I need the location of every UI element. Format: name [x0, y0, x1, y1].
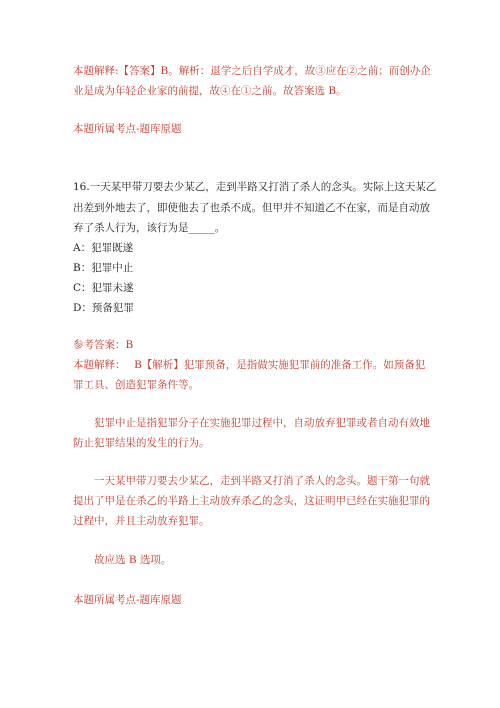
para3-line-1: 一天某甲带刀要去少某乙，走到半路又打消了杀人的念头。题干第一句就: [94, 475, 430, 487]
question-stem-line-1: 16.一天某甲带刀要去少某乙，走到半路又打消了杀人的念头。实际上这天某乙: [73, 181, 437, 193]
conclusion: 故应选 B 选项。: [94, 554, 172, 566]
analysis-line-first: 本题解释： B【解析】犯罪预备，是指做实施犯罪前的准备工作。如预备犯: [73, 359, 426, 371]
para2-line-2: 防止犯罪结果的发生的行为。: [73, 437, 210, 449]
para2-line-1: 犯罪中止是指犯罪分子在实施犯罪过程中，自动放弃犯罪或者自动有效地: [94, 417, 430, 429]
para3-line-3: 过程中，并且主动放弃犯罪。: [73, 515, 210, 527]
analysis-line-2: 业是成为年轻企业家的前提，故④在①之前。故答案选 B。: [73, 85, 347, 97]
reference-answer: 参考答案：B: [73, 339, 134, 351]
question-stem-line-3: 弃了杀人行为，该行为是_____。: [73, 222, 226, 234]
para3-line-2: 提出了甲是在杀乙的半路上主动放弃杀乙的念头，这证明甲已经在实施犯罪的: [73, 495, 430, 507]
source-note: 本题所属考点-题库原题: [73, 594, 182, 606]
option-c: C：犯罪未遂: [73, 282, 134, 294]
option-a: A：犯罪既遂: [73, 242, 134, 254]
source-note-previous: 本题所属考点-题库原题: [73, 123, 182, 135]
question-stem-line-2: 出差到外地去了，即使他去了也杀不成。但甲并不知道乙不在家，而是自动放: [73, 202, 430, 214]
analysis-line-second: 罪工具、创造犯罪条件等。: [73, 379, 199, 391]
option-b: B：犯罪中止: [73, 262, 134, 274]
option-d: D：预备犯罪: [73, 302, 134, 314]
analysis-line-1: 本题解释:【答案】B。解析：退学之后自学成才，故③应在②之前；而创办企: [73, 65, 431, 77]
